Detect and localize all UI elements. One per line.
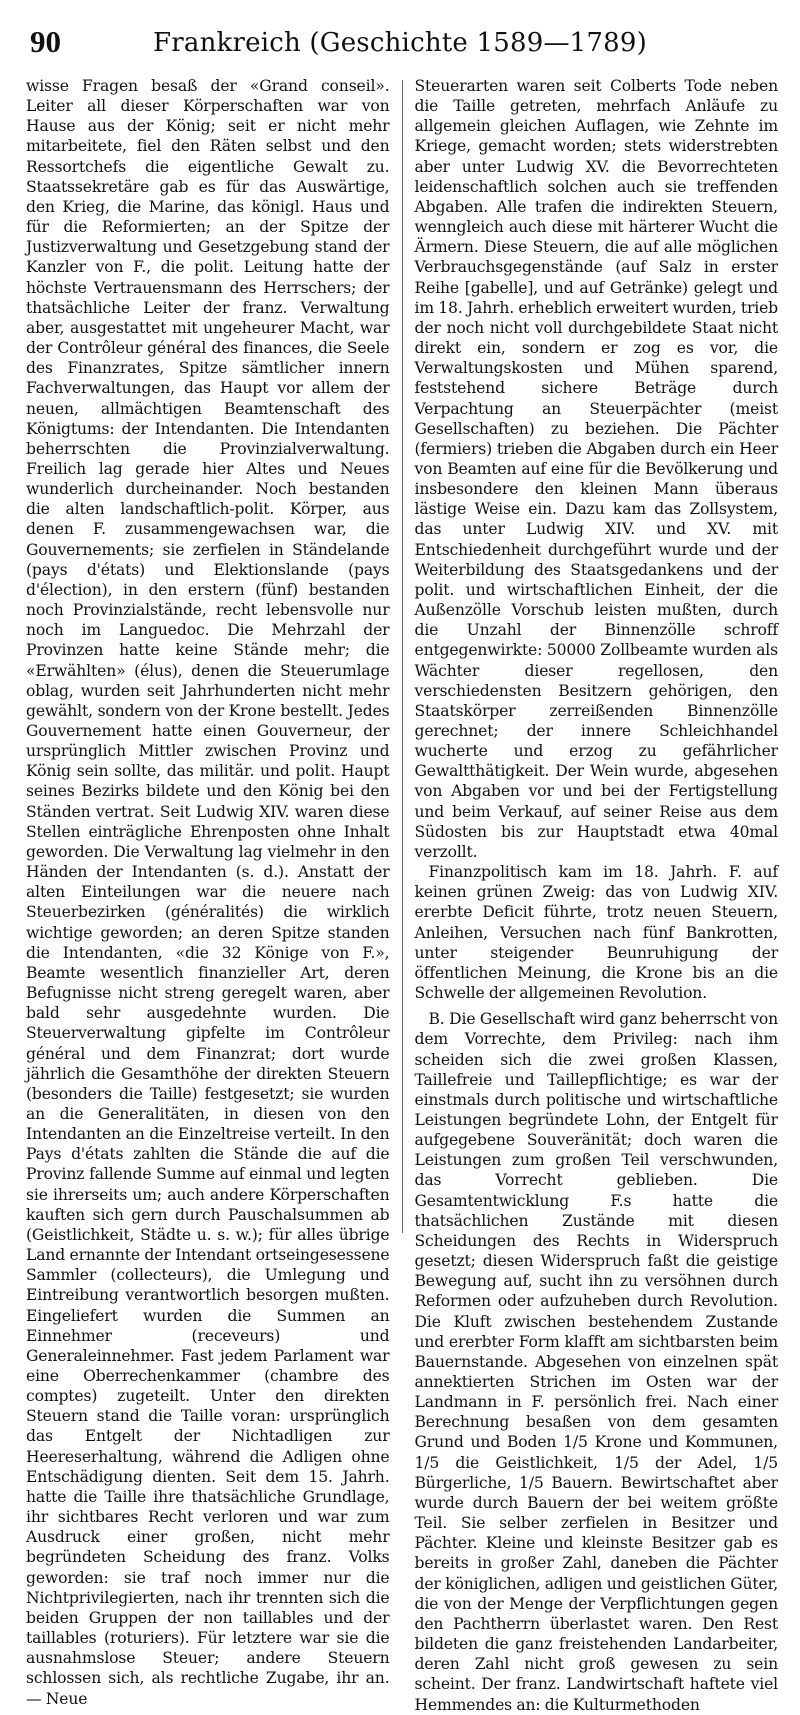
right-column xyxy=(403,76,779,1714)
left-column xyxy=(26,76,402,1708)
right-paragraph-3: B. Die Gesellschaft wird ganz beherrscht von dem Vorrechte, dem Privileg: nach ihm scheiden sich die zwei großen Klassen, Taillefreie und Taillepflichtige; es war der einstmals durch politische und wirtschaftliche Leistungen begründete Lohn, der Entgelt für aufgegebene Souveränität; doch waren die Leistungen zum großen Teil verschwunden, das Vorrecht geblieben. Die Gesamtentwicklung F.s hatte die thatsächlichen Zustände mit diesen Scheidungen des Rechts in Widerspruch gesetzt; diesen Widerspruch faßt die geistige Bewegung auf, sucht ihn zu versöhnen durch Reformen oder aufzuheben durch Revolution. Die Kluft zwischen bestehendem Zustande und ererbter Form klafft am sichtbarsten beim Bauernstande. Abgesehen von einzelnen spät annektierten Strichen im Osten war der Landmann in F. persönlich frei. Nach einer Berechnung besaßen von dem gesamten Grund und Boden 1/5 Krone und Kommunen, 1/5 die Geistlichkeit, 1/5 der Adel, 1/5 Bürgerliche, 1/5 Bauern. Bewirtschaftet aber wurde durch Bauern der bei weitem größte Teil. Sie selber zerfielen in Besitzer und Pächter. Kleine und kleinste Besitzer gab es bereits in großer Zahl, daneben die Pächter der königlichen, adligen und geistlichen Güter, die von der Menge der Verpflichtungen gegen den Pachtherrn überlastet waren. Den Rest bildeten die ganz freistehenden Landarbeiter, deren Zahl nicht groß gewesen zu sein scheint. Der franz. Landwirtschaft haftete viel Hemmendes an: die Kulturmethoden xyxy=(414,1010,778,1714)
right-paragraph-2: Finanzpolitisch kam im 18. Jahrh. F. auf keinen grünen Zweig: das von Ludwig XIV. ererbte Deficit führte, trotz neuen Steuern, Anleihen, Versuchen nach fünf Bankrotten, unter steigender Beunruhigung der öffentlichen Meinung, die Krone bis an die Schwelle der allgemeinen Revolution. xyxy=(414,863,778,1003)
page-number: 90 xyxy=(30,24,61,59)
running-title: Frankreich (Geschichte 1589—1789) xyxy=(153,28,647,58)
text-columns xyxy=(26,76,778,1714)
page-header xyxy=(28,22,772,68)
left-paragraph-1: wisse Fragen besaß der «Grand conseil». Leiter all dieser Körperschaften war von Hause aus der König; seit er nicht mehr mitarbeitete, fiel den Räten selbst und den Ressortchefs die eigentliche Gewalt zu. Staatssekretäre gab es für das Auswärtige, den Krieg, die Marine, das königl. Haus und für die Reformierten; an der Spitze der Justizverwaltung und Gesetzgebung stand der Kanzler von F., die polit. Leitung hatte der höchste Vertrauensmann des Herrschers; der thatsächliche Leiter der franz. Verwaltung aber, ausgestattet mit ungeheurer Macht, war der Contrôleur général des finances, die Seele des Finanzrates, Spitze sämtlicher innern Fachverwaltungen, das Haupt vor allem der neuen, allmächtigen Beamtenschaft des Königtums: der Intendanten. Die Intendanten beherrschten die Provinzialverwaltung. Freilich lag gerade hier Altes und Neues wunderlich durcheinander. Noch bestanden die alten landschaftlich-polit. Körper, aus denen F. zusammengewachsen war, die Gouvernements; sie zerfielen in Ständelande (pays d'états) und Elektionslande (pays d'élection), in den erstern (fünf) bestanden noch Provinzialstände, recht lebensvolle nur noch im Languedoc. Die Mehrzahl der Provinzen hatte keine Stände mehr; die «Erwählten» (élus), denen die Steuerumlage oblag, wurden seit Jahrhunderten nicht mehr gewählt, sondern von der Krone bestellt. Jedes Gouvernement hatte einen Gouverneur, der ursprünglich Mittler zwischen Provinz und König sein sollte, das militär. und polit. Haupt seines Bezirks bildete und den König bei den Ständen vertrat. Seit Ludwig XIV. waren diese Stellen einträgliche Ehrenposten ohne Inhalt geworden. Die Verwaltung lag vielmehr in den Händen der Intendanten (s. d.). Anstatt der alten Einteilungen war die neuere nach Steuerbezirken (généralités) die wirklich wichtige geworden; an deren Spitze standen die Intendanten, «die 32 Könige von F.», Beamte wesentlich finanzieller Art, deren Befugnisse nicht streng geregelt waren, aber bald sehr ausgedehnte wurden. Die Steuerverwaltung gipfelte im Contrôleur général und dem Finanzrat; dort wurde jährlich die Gesamthöhe der direkten Steuern (besonders die Taille) festgesetzt; sie wurden an die Generalitäten, in diesen von den Intendanten an die Einzeltreise verteilt. In den Pays d'états zahlten die Stände die auf die Provinz fallende Summe auf einmal und legten sie ihrerseits um; auch andere Körperschaften kauften sich gern durch Pauschalsummen ab (Geistlichkeit, Städte u. s. w.); für alles übrige Land ernannte der Intendant ortseingesessene Sammler (collecteurs), die Umlegung und Eintreibung verantwortlich besorgen mußten. Eingeliefert wurden die Summen an Einnehmer (receveurs) und Generaleinnehmer. Fast jedem Parlament war eine Oberrechenkammer (chambre des comptes) zugeteilt. Unter den direkten Steuern stand die Taille voran: ursprünglich das Entgelt der Nichtadligen zur Heereserhaltung, während die Adligen ohne Entschädigung dienten. Seit dem 15. Jahrh. hatte die Taille ihre thatsächliche Grundlage, ihr sichtbares Recht verloren und war zum Ausdruck einer großen, nicht mehr begründeten Scheidung des franz. Volks geworden: sie traf noch immer nur die Nichtprivilegierten, nach ihr trennten sich die beiden Gruppen der non taillables und der taillables (roturiers). Für letztere war sie die ausnahmslose Steuer; andere Steuern schlossen sich, als rechtliche Zugabe, ihr an. — Neue xyxy=(26,77,390,1708)
right-paragraph-1: Steuerarten waren seit Colberts Tode neben die Taille getreten, mehrfach Anläufe zu allgemein gleichen Auflagen, wie Zehnte im Kriege, gemacht worden; stets widerstrebten aber unter Ludwig XV. die Bevorrechteten leidenschaftlich solchen auch sie treffenden Abgaben. Alle trafen die indirekten Steuern, wenngleich auch diese mit härterer Wucht die Ärmern. Diese Steuern, die auf alle möglichen Verbrauchsgegenstände (auf Salz in erster Reihe [gabelle], und auf Getränke) gelegt und im 18. Jahrh. erheblich erweitert wurden, trieb der noch nicht voll durchgebildete Staat nicht direkt ein, sondern er zog es vor, die Verwaltungskosten und Mühen sparend, feststehend sichere Beträge durch Verpachtung an Steuerpächter (meist Gesellschaften) zu beziehen. Die Pächter (fermiers) trieben die Abgaben durch ein Heer von Beamten auf eine für die Bevölkerung und insbesondere den kleinen Mann überaus lästige Weise ein. Dazu kam das Zollsystem, das unter Ludwig XIV. und XV. mit Entschiedenheit durchgeführt wurde und der Weiterbildung des Staatsgedankens und der polit. und wirtschaftlichen Einheit, der die Außenzölle Vorschub leisten mußten, durch die Unzahl der Binnenzölle schroff entgegenwirkte: 50000 Zollbeamte wurden als Wächter dieser regellosen, den verschiedensten Besitzern gehörigen, den Staatskörper zerreißenden Binnenzölle gerechnet; der innere Schleichhandel wucherte und erzog zu gefährlicher Gewaltthätigkeit. Der Wein wurde, abgesehen von Abgaben vor und bei der Fertigstellung und beim Verkauf, auf seiner Reise aus dem Südosten bis zur Hauptstadt etwa 40mal verzollt. xyxy=(414,77,778,861)
